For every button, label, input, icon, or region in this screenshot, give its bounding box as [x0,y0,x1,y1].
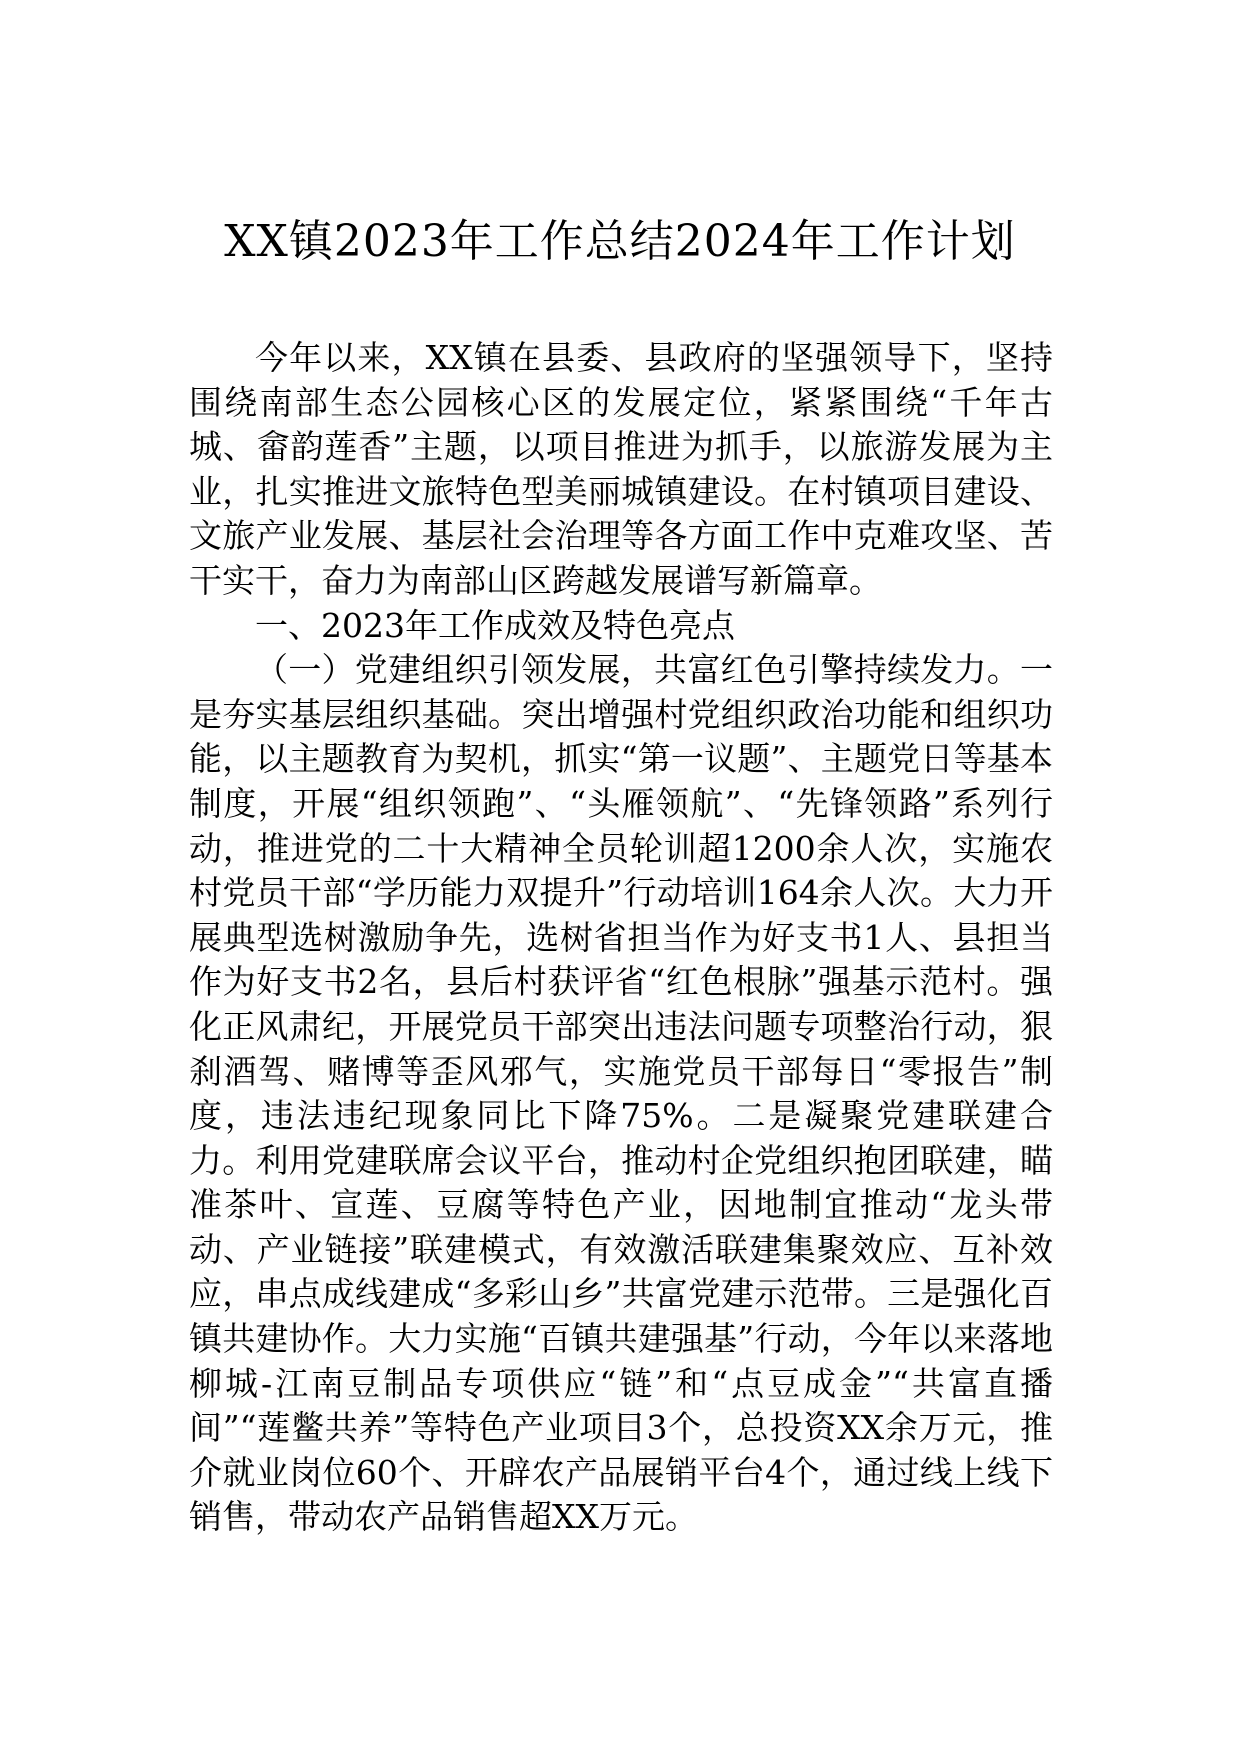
intro-paragraph: 今年以来，XX镇在县委、县政府的坚强领导下，坚持围绕南部生态公园核心区的发展定位，紧紧围绕“千年古城、畲韵莲香”主题，以项目推进为抓手，以旅游发展为主业，扎实推进文旅特色型美丽城镇建设。在村镇项目建设、文旅产业发展、基层社会治理等各方面工作中克难攻坚、苦干实干，奋力为南部山区跨越发展谱写新篇章。 [189,338,1053,600]
document-body [189,336,1053,1540]
body-paragraph: （一）党建组织引领发展，共富红色引擎持续发力。一是夯实基层组织基础。突出增强村党组织政治功能和组织功能，以主题教育为契机，抓实“第一议题”、主题党日等基本制度，开展“组织领跑”、“头雁领航”、“先锋领路”系列行动，推进党的二十大精神全员轮训超1200余人次，实施农村党员干部“学历能力双提升”行动培训164余人次。大力开展典型选树激励争先，选树省担当作为好支书1人、县担当作为好支书2名，县后村获评省“红色根脉”强基示范村。强化正风肃纪，开展党员干部突出违法问题专项整治行动，狠刹酒驾、赌博等歪风邪气，实施党员干部每日“零报告”制度，违法违纪现象同比下降75%。二是凝聚党建联建合力。利用党建联席会议平台，推动村企党组织抱团联建，瞄准茶叶、宣莲、豆腐等特色产业，因地制宜推动“龙头带动、产业链接”联建模式，有效激活联建集聚效应、互补效应，串点成线建成“多彩山乡”共富党建示范带。三是强化百镇共建协作。大力实施“百镇共建强基”行动，今年以来落地柳城-江南豆制品专项供应“链”和“点豆成金”“共富直播间”“莲鳖共养”等特色产业项目3个，总投资XX余万元，推介就业岗位60个、开辟农产品展销平台4个，通过线上线下销售，带动农产品销售超XX万元。 [189,650,1053,1537]
document-title: XX镇2023年工作总结2024年工作计划 [224,216,1016,267]
section-heading: 一、2023年工作成效及特色亮点 [255,605,735,645]
